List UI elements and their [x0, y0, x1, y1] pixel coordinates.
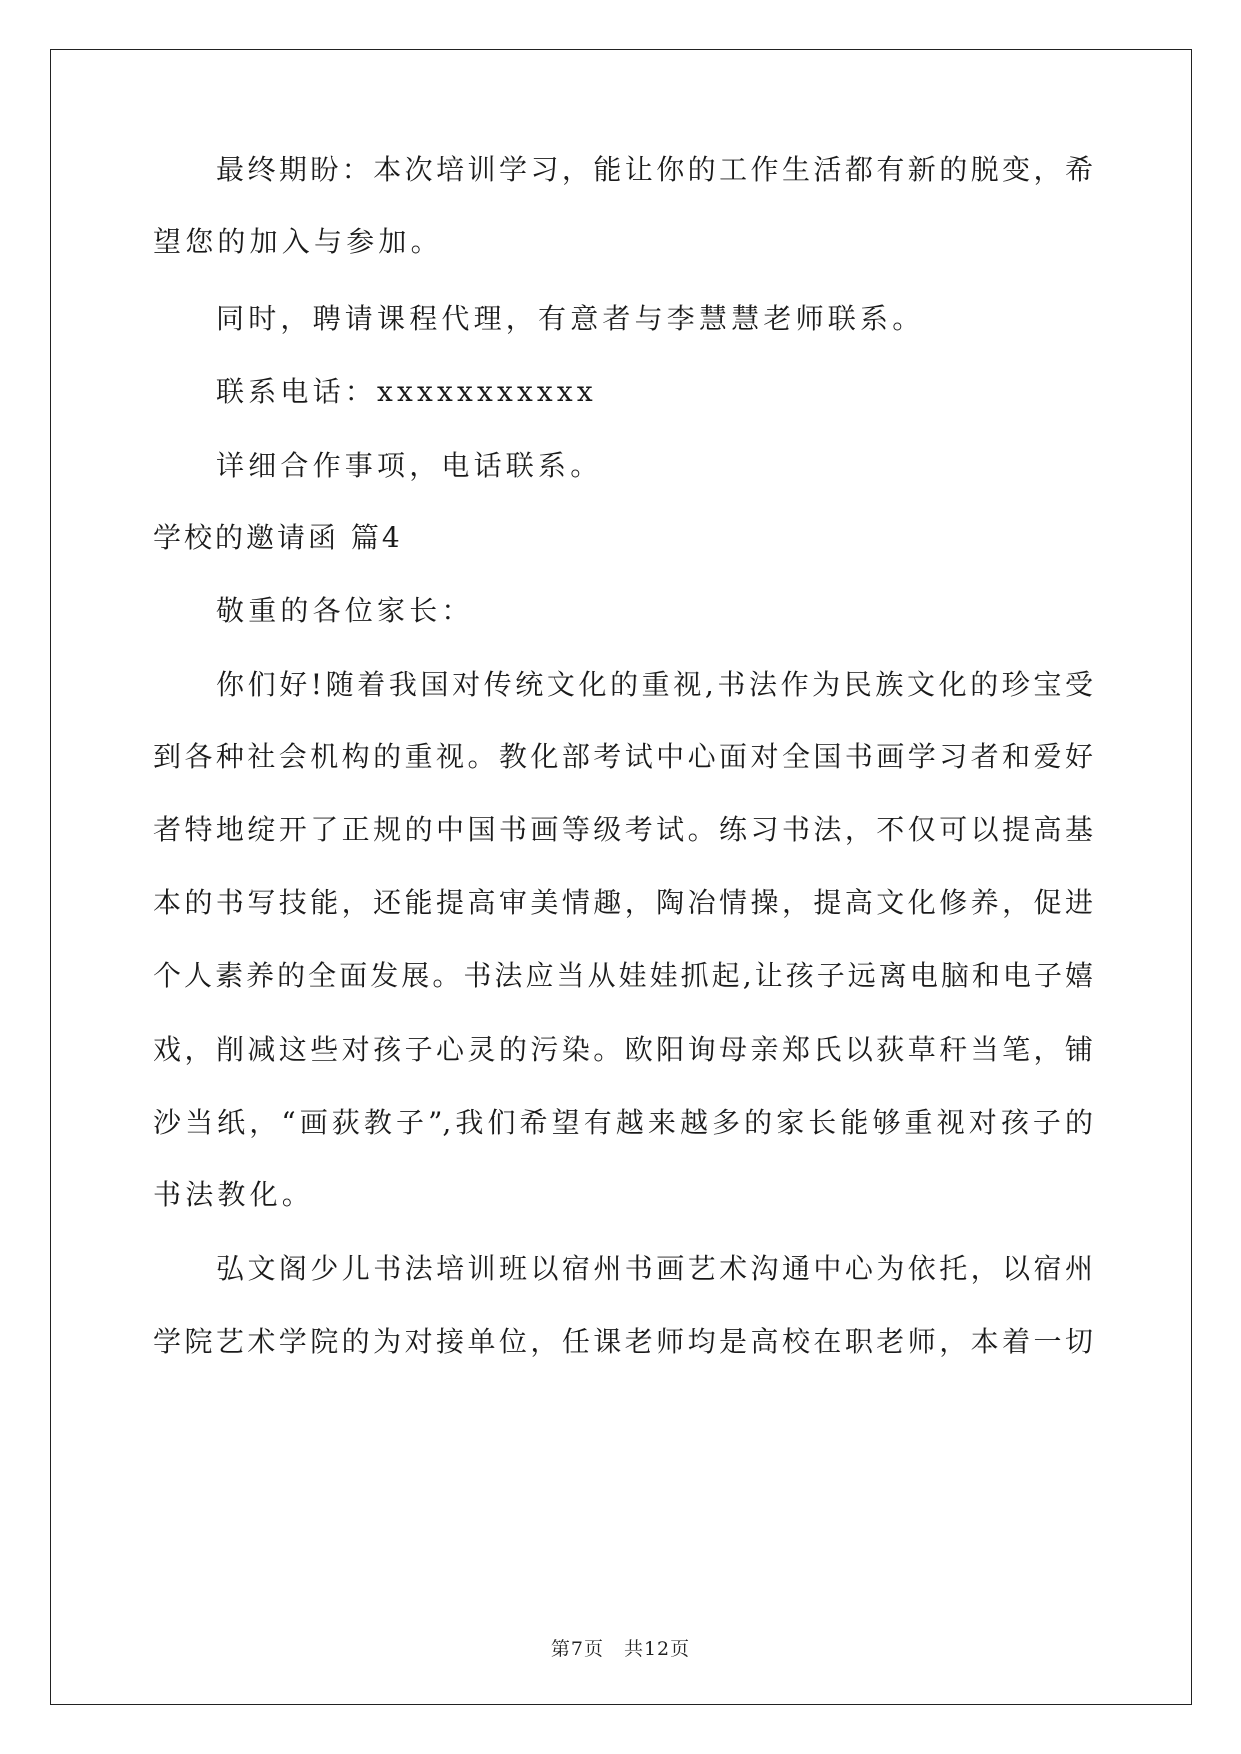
page-number: 第7页 共12页 [550, 1638, 691, 1660]
paragraph-agent-recruit: 同时，聘请课程代理，有意者与李慧慧老师联系。 [216, 302, 925, 335]
paragraph-calligraphy-line-2: 到各种社会机构的重视。教化部考试中心面对全国书画学习者和爱好 [153, 740, 1093, 773]
paragraph-calligraphy-line-8: 书法教化。 [153, 1178, 315, 1211]
page-frame [50, 49, 1192, 1705]
paragraph-hongwenge-line-1: 弘文阁少儿书法培训班以宿州书画艺术沟通中心为依托，以宿州 [216, 1252, 1093, 1285]
paragraph-calligraphy-line-7: 沙当纸，“画荻教子”,我们希望有越来越多的家长能够重视对孩子的 [153, 1106, 1093, 1139]
paragraph-expectation-line-1: 最终期盼：本次培训学习，能让你的工作生活都有新的脱变，希 [216, 153, 1093, 186]
section-heading: 学校的邀请函 篇4 [153, 521, 403, 554]
paragraph-calligraphy-line-4: 本的书写技能，还能提高审美情趣，陶冶情操，提高文化修养，促进 [153, 886, 1093, 919]
paragraph-hongwenge-line-2: 学院艺术学院的为对接单位，任课老师均是高校在职老师，本着一切 [153, 1325, 1093, 1358]
paragraph-cooperation-details: 详细合作事项，电话联系。 [216, 449, 603, 482]
paragraph-expectation-line-2: 望您的加入与参加。 [153, 225, 443, 258]
paragraph-calligraphy-line-5: 个人素养的全面发展。书法应当从娃娃抓起,让孩子远离电脑和电子嬉 [153, 959, 1093, 992]
paragraph-calligraphy-line-3: 者特地绽开了正规的中国书画等级考试。练习书法，不仅可以提高基 [153, 813, 1093, 846]
salutation: 敬重的各位家长： [216, 594, 474, 627]
paragraph-calligraphy-line-1: 你们好!随着我国对传统文化的重视,书法作为民族文化的珍宝受 [216, 668, 1093, 701]
paragraph-contact-phone: 联系电话：xxxxxxxxxxx [216, 375, 597, 408]
paragraph-calligraphy-line-6: 戏，削减这些对孩子心灵的污染。欧阳询母亲郑氏以荻草秆当笔，铺 [153, 1033, 1093, 1066]
